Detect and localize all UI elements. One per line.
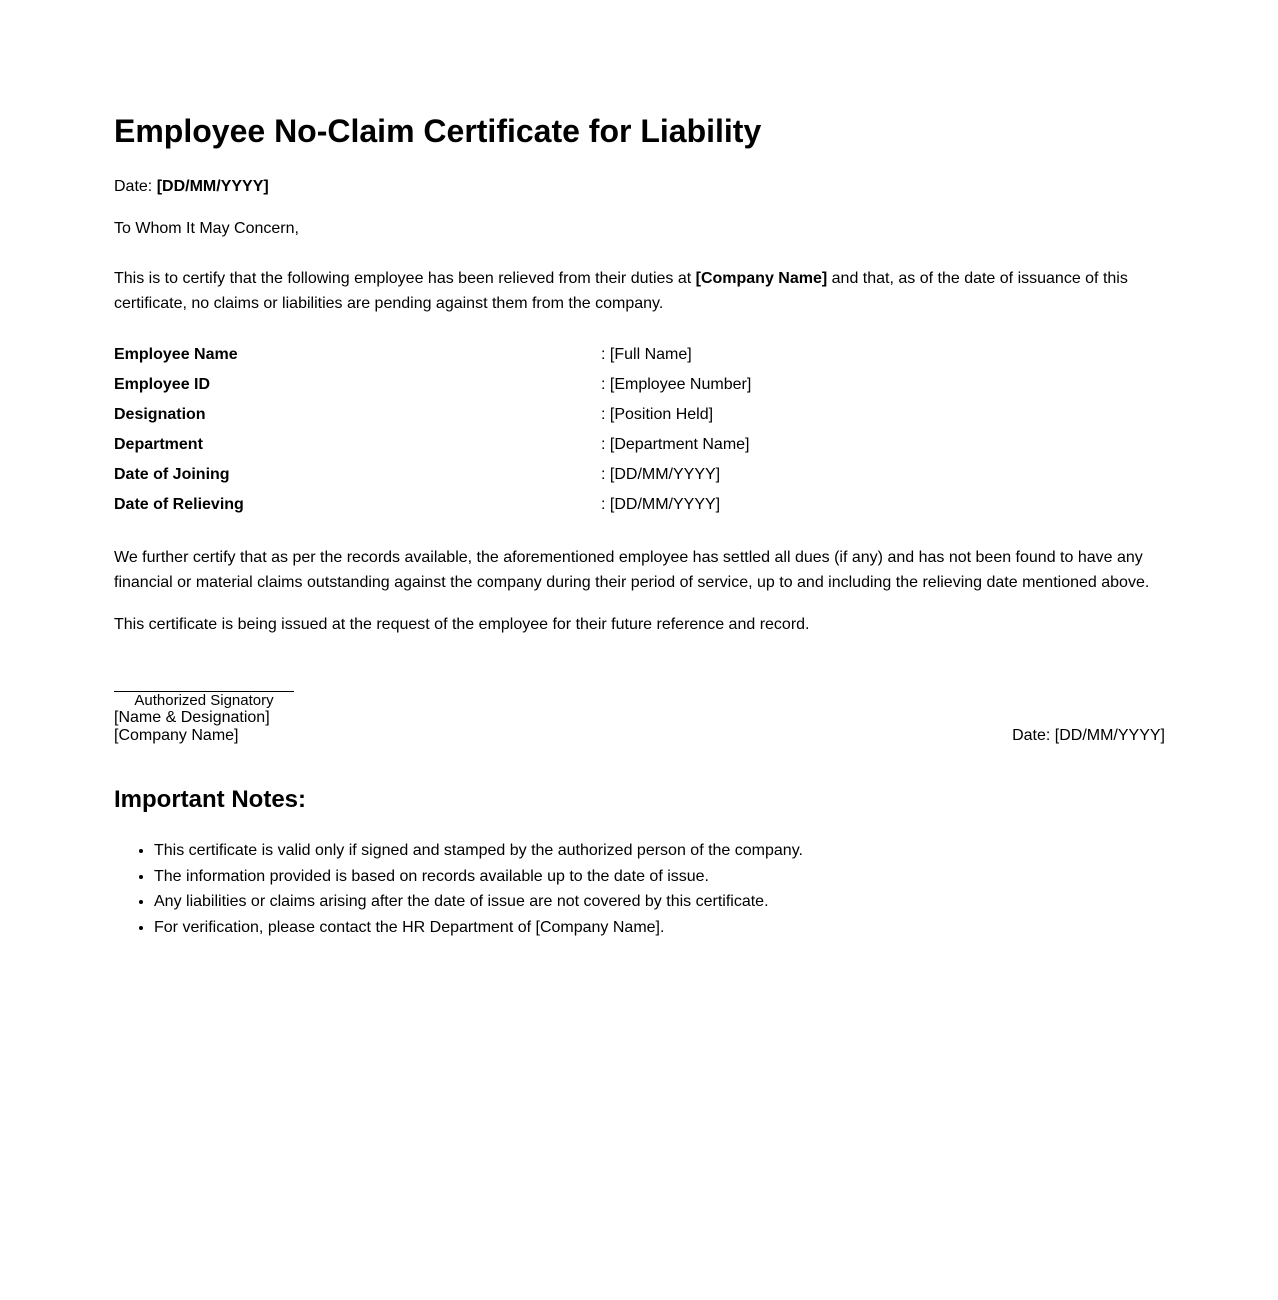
detail-label: Date of Relieving bbox=[114, 496, 244, 513]
detail-value: : [DD/MM/YYYY] bbox=[601, 466, 721, 483]
detail-value: : [Full Name] bbox=[601, 346, 692, 363]
issue-date bbox=[114, 174, 269, 199]
notes-heading: Important Notes: bbox=[114, 786, 306, 813]
detail-label: Date of Joining bbox=[114, 466, 230, 483]
signatory-name: [Name & Designation] bbox=[114, 709, 270, 726]
detail-row-department bbox=[114, 433, 1165, 463]
employee-details-table bbox=[114, 343, 1165, 523]
detail-value: : [DD/MM/YYYY] bbox=[601, 496, 721, 513]
detail-row-employee-id bbox=[114, 373, 1165, 403]
issue-date-label: Date: bbox=[114, 178, 153, 195]
intro-text-before: This is to certify that the following employee has been relieved from their duties at bbox=[114, 270, 696, 287]
greeting: To Whom It May Concern, bbox=[114, 220, 299, 237]
page-title: Employee No-Claim Certificate for Liability bbox=[114, 113, 762, 149]
intro-company-name: [Company Name] bbox=[695, 270, 828, 287]
note-item: • Any liabilities or claims arising after the date of issue are not covered by this certificate. bbox=[154, 889, 803, 915]
signatory-company: [Company Name] bbox=[114, 727, 239, 744]
issue-date-value: [DD/MM/YYYY] bbox=[156, 178, 269, 195]
signature-date: Date: [DD/MM/YYYY] bbox=[1012, 727, 1165, 744]
intro-paragraph bbox=[114, 266, 1165, 316]
notes-list bbox=[114, 838, 803, 940]
note-item: • For verification, please contact the HR Department of [Company Name]. bbox=[154, 915, 803, 941]
detail-value: : [Employee Number] bbox=[601, 376, 752, 393]
detail-label: Employee Name bbox=[114, 346, 238, 363]
detail-label: Employee ID bbox=[114, 376, 211, 393]
signature-caption: Authorized Signatory bbox=[134, 692, 274, 709]
detail-label: Designation bbox=[114, 406, 206, 423]
note-item: • This certificate is valid only if signed and stamped by the authorized person of the company. bbox=[154, 838, 803, 864]
detail-row-date-of-relieving bbox=[114, 493, 1165, 523]
note-item: • The information provided is based on records available up to the date of issue. bbox=[154, 864, 803, 890]
request-paragraph: This certificate is being issued at the request of the employee for their future reference and record. bbox=[114, 616, 810, 633]
detail-value: : [Department Name] bbox=[601, 436, 750, 453]
detail-label: Department bbox=[114, 436, 203, 453]
detail-value: : [Position Held] bbox=[601, 406, 714, 423]
certification-paragraph: We further certify that as per the records available, the aforementioned employee has settled all dues (if any) and has not been found to have any financial or material claims outstanding against the company during their period of service, up to and including the relieving date mentioned above. bbox=[114, 549, 1150, 591]
detail-row-employee-name bbox=[114, 343, 1165, 373]
detail-row-date-of-joining bbox=[114, 463, 1165, 493]
detail-row-designation bbox=[114, 403, 1165, 433]
intro-text-after: and that, as of the date of issuance of this certificate, no claims or liabilities are pending against them from the company. bbox=[114, 270, 1128, 312]
